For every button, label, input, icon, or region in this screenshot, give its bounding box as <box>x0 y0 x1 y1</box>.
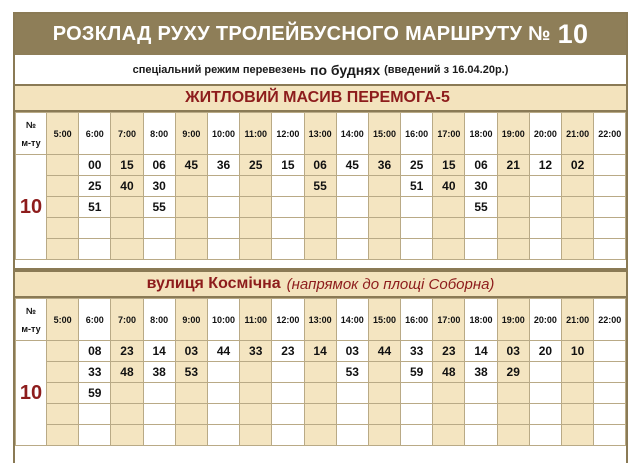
departure-minute: 02 <box>562 155 594 176</box>
departure-minute <box>594 362 626 383</box>
section-divider <box>15 260 626 270</box>
mode-emphasis: по буднях <box>310 61 381 78</box>
departure-minute <box>143 383 175 404</box>
route-number-cell: 10 <box>16 341 47 446</box>
departure-minute <box>240 218 272 239</box>
departure-minute <box>207 362 239 383</box>
departure-row <box>16 362 626 383</box>
departure-minute <box>368 197 400 218</box>
departure-minute <box>368 176 400 197</box>
departure-minute <box>562 239 594 260</box>
hour-header: 19:00 <box>497 113 529 155</box>
departure-minute <box>304 239 336 260</box>
hour-header: 18:00 <box>465 299 497 341</box>
hour-header: 20:00 <box>529 299 561 341</box>
departure-minute: 51 <box>79 197 111 218</box>
departure-minute: 33 <box>79 362 111 383</box>
departure-minute <box>272 197 304 218</box>
hour-header: 19:00 <box>497 299 529 341</box>
departure-minute <box>336 218 368 239</box>
departure-minute <box>175 176 207 197</box>
departure-minute: 06 <box>465 155 497 176</box>
departure-minute: 06 <box>143 155 175 176</box>
no-label: № <box>25 119 37 130</box>
departure-row <box>16 239 626 260</box>
hour-header: 20:00 <box>529 113 561 155</box>
departure-minute: 44 <box>368 341 400 362</box>
hour-header: 13:00 <box>304 299 336 341</box>
departure-minute <box>368 362 400 383</box>
hour-header: 9:00 <box>175 299 207 341</box>
departure-minute <box>47 383 79 404</box>
departure-minute: 51 <box>401 176 433 197</box>
departure-minute: 36 <box>207 155 239 176</box>
departure-row <box>16 176 626 197</box>
route-label: м-ту <box>21 323 41 334</box>
departure-minute <box>562 362 594 383</box>
departure-minute: 03 <box>175 341 207 362</box>
departure-minute <box>465 383 497 404</box>
departure-minute <box>47 239 79 260</box>
hour-header: 15:00 <box>368 299 400 341</box>
section-title-text: вулиця Космічна <box>146 275 281 292</box>
departure-minute <box>529 218 561 239</box>
departure-minute <box>47 155 79 176</box>
hour-header: 22:00 <box>594 113 626 155</box>
no-label: № <box>25 305 37 316</box>
departure-minute <box>465 218 497 239</box>
departure-minute <box>240 197 272 218</box>
hour-header: 17:00 <box>433 113 465 155</box>
departure-minute <box>336 425 368 446</box>
departure-minute: 21 <box>497 155 529 176</box>
departure-minute: 23 <box>111 341 143 362</box>
departure-row <box>16 425 626 446</box>
departure-minute <box>401 239 433 260</box>
departure-minute <box>272 218 304 239</box>
departure-minute <box>368 383 400 404</box>
departure-minute: 55 <box>304 176 336 197</box>
route-number-column-header <box>16 299 47 341</box>
departure-row <box>16 404 626 425</box>
departure-minute <box>336 239 368 260</box>
departure-minute: 44 <box>207 341 239 362</box>
departure-minute <box>562 197 594 218</box>
timetable-banner <box>15 14 626 55</box>
departure-minute: 14 <box>304 341 336 362</box>
departure-minute <box>594 425 626 446</box>
hour-header: 9:00 <box>175 113 207 155</box>
departure-minute <box>368 404 400 425</box>
departure-minute <box>529 176 561 197</box>
departure-minute <box>207 383 239 404</box>
departure-minute <box>175 218 207 239</box>
departure-minute <box>401 197 433 218</box>
timetable-title: РОЗКЛАД РУХУ ТРОЛЕЙБУСНОГО МАРШРУТУ № <box>52 23 551 45</box>
departure-minute <box>465 239 497 260</box>
departure-minute <box>594 404 626 425</box>
section-inbound <box>15 270 626 446</box>
departure-minute <box>594 155 626 176</box>
departure-minute <box>47 176 79 197</box>
header-row <box>16 299 626 341</box>
departure-minute: 29 <box>497 362 529 383</box>
departure-minute <box>47 425 79 446</box>
departure-minute: 59 <box>79 383 111 404</box>
departure-minute <box>304 383 336 404</box>
departure-minute <box>465 425 497 446</box>
departure-minute <box>401 383 433 404</box>
departure-minute <box>207 176 239 197</box>
departure-minute: 12 <box>529 155 561 176</box>
hour-header: 16:00 <box>401 113 433 155</box>
departure-minute <box>207 404 239 425</box>
departure-minute <box>562 404 594 425</box>
departure-minute <box>111 239 143 260</box>
section-title <box>15 84 626 112</box>
departure-minute <box>111 197 143 218</box>
hour-header: 14:00 <box>336 299 368 341</box>
header-row <box>16 113 626 155</box>
schedule-table <box>15 298 626 446</box>
hour-header: 11:00 <box>240 299 272 341</box>
departure-minute: 25 <box>401 155 433 176</box>
departure-minute <box>143 404 175 425</box>
departure-minute: 10 <box>562 341 594 362</box>
departure-minute: 59 <box>401 362 433 383</box>
section-title-text: ЖИТЛОВИЙ МАСИВ ПЕРЕМОГА-5 <box>185 89 450 106</box>
departure-minute <box>175 197 207 218</box>
hour-header: 22:00 <box>594 299 626 341</box>
hour-header: 7:00 <box>111 113 143 155</box>
departure-minute <box>240 362 272 383</box>
hour-header: 5:00 <box>47 113 79 155</box>
departure-minute <box>497 239 529 260</box>
departure-minute: 48 <box>111 362 143 383</box>
departure-minute <box>594 176 626 197</box>
departure-minute <box>433 218 465 239</box>
hour-header: 7:00 <box>111 299 143 341</box>
hour-header: 12:00 <box>272 299 304 341</box>
hour-header: 8:00 <box>143 299 175 341</box>
departure-minute <box>594 383 626 404</box>
departure-minute <box>240 176 272 197</box>
departure-minute <box>433 383 465 404</box>
hour-header: 11:00 <box>240 113 272 155</box>
departure-minute <box>304 197 336 218</box>
departure-minute <box>336 404 368 425</box>
departure-minute <box>336 197 368 218</box>
departure-minute: 25 <box>79 176 111 197</box>
departure-minute <box>143 425 175 446</box>
departure-minute: 03 <box>497 341 529 362</box>
departure-minute: 38 <box>465 362 497 383</box>
departure-minute <box>368 218 400 239</box>
departure-minute: 53 <box>336 362 368 383</box>
section-subtitle: (напрямок до площі Соборна) <box>286 275 495 293</box>
route-number-column-header <box>16 113 47 155</box>
departure-minute: 06 <box>304 155 336 176</box>
departure-minute <box>272 176 304 197</box>
departure-minute <box>175 383 207 404</box>
departure-minute <box>401 404 433 425</box>
departure-minute: 55 <box>465 197 497 218</box>
route-number-heading: 10 <box>557 19 589 49</box>
departure-minute <box>79 218 111 239</box>
departure-minute <box>111 404 143 425</box>
section-outbound <box>15 84 626 260</box>
departure-row <box>16 197 626 218</box>
departure-minute <box>47 197 79 218</box>
departure-minute: 14 <box>465 341 497 362</box>
hour-header: 8:00 <box>143 113 175 155</box>
departure-minute <box>272 425 304 446</box>
hour-header: 16:00 <box>401 299 433 341</box>
hour-header: 6:00 <box>79 113 111 155</box>
departure-minute <box>562 218 594 239</box>
departure-minute: 36 <box>368 155 400 176</box>
departure-minute <box>562 176 594 197</box>
timetable-sheet <box>13 12 628 463</box>
departure-minute <box>304 218 336 239</box>
schedule-table <box>15 112 626 260</box>
departure-minute: 08 <box>79 341 111 362</box>
departure-minute: 48 <box>433 362 465 383</box>
departure-minute <box>497 218 529 239</box>
departure-minute <box>401 425 433 446</box>
departure-minute: 15 <box>111 155 143 176</box>
departure-minute: 33 <box>240 341 272 362</box>
departure-minute <box>594 341 626 362</box>
departure-minute: 45 <box>175 155 207 176</box>
departure-minute <box>47 341 79 362</box>
departure-minute <box>207 197 239 218</box>
departure-minute: 30 <box>465 176 497 197</box>
departure-minute: 40 <box>433 176 465 197</box>
departure-minute <box>529 425 561 446</box>
departure-minute: 23 <box>272 341 304 362</box>
hour-header: 21:00 <box>562 113 594 155</box>
departure-minute <box>175 404 207 425</box>
departure-minute <box>497 176 529 197</box>
departure-minute <box>368 425 400 446</box>
departure-minute <box>79 404 111 425</box>
departure-minute <box>304 404 336 425</box>
departure-minute <box>529 383 561 404</box>
departure-minute: 45 <box>336 155 368 176</box>
departure-minute <box>433 404 465 425</box>
departure-minute: 14 <box>143 341 175 362</box>
departure-minute: 03 <box>336 341 368 362</box>
departure-minute <box>79 239 111 260</box>
section-title <box>15 270 626 298</box>
departure-minute <box>111 218 143 239</box>
service-mode-line <box>15 55 626 84</box>
departure-minute <box>433 239 465 260</box>
departure-minute <box>594 239 626 260</box>
hour-header: 15:00 <box>368 113 400 155</box>
departure-minute <box>497 425 529 446</box>
hour-header: 10:00 <box>207 299 239 341</box>
departure-row <box>16 383 626 404</box>
departure-minute <box>562 383 594 404</box>
departure-minute: 38 <box>143 362 175 383</box>
hour-header: 17:00 <box>433 299 465 341</box>
departure-minute <box>336 176 368 197</box>
departure-minute <box>143 218 175 239</box>
departure-minute <box>529 239 561 260</box>
departure-minute <box>368 239 400 260</box>
mode-suffix: (введений з 16.04.20р.) <box>384 63 509 76</box>
departure-minute <box>240 239 272 260</box>
departure-minute <box>272 383 304 404</box>
departure-minute <box>304 425 336 446</box>
departure-minute <box>433 425 465 446</box>
route-label: м-ту <box>21 137 41 148</box>
departure-minute <box>175 425 207 446</box>
departure-minute <box>433 197 465 218</box>
departure-minute <box>143 239 175 260</box>
hour-header: 21:00 <box>562 299 594 341</box>
departure-minute <box>562 425 594 446</box>
hour-header: 18:00 <box>465 113 497 155</box>
departure-minute <box>529 362 561 383</box>
departure-minute <box>272 239 304 260</box>
hour-header: 12:00 <box>272 113 304 155</box>
mode-prefix: спеціальний режим перевезень <box>132 63 307 76</box>
hour-header: 10:00 <box>207 113 239 155</box>
departure-minute: 30 <box>143 176 175 197</box>
departure-minute <box>207 239 239 260</box>
departure-minute: 23 <box>433 341 465 362</box>
hour-header: 5:00 <box>47 299 79 341</box>
departure-row <box>16 155 626 176</box>
departure-minute <box>336 383 368 404</box>
departure-minute: 15 <box>272 155 304 176</box>
departure-minute: 55 <box>143 197 175 218</box>
departure-minute <box>240 383 272 404</box>
departure-minute: 25 <box>240 155 272 176</box>
departure-minute: 53 <box>175 362 207 383</box>
hour-header: 14:00 <box>336 113 368 155</box>
hour-header: 6:00 <box>79 299 111 341</box>
departure-minute <box>111 425 143 446</box>
departure-minute <box>594 218 626 239</box>
departure-minute: 40 <box>111 176 143 197</box>
departure-minute <box>47 362 79 383</box>
departure-minute <box>497 383 529 404</box>
hour-header: 13:00 <box>304 113 336 155</box>
departure-minute <box>272 404 304 425</box>
departure-minute <box>272 362 304 383</box>
departure-minute <box>497 197 529 218</box>
departure-minute <box>529 404 561 425</box>
departure-minute <box>47 218 79 239</box>
departure-row <box>16 341 626 362</box>
departure-minute <box>401 218 433 239</box>
departure-minute <box>111 383 143 404</box>
route-number-cell: 10 <box>16 155 47 260</box>
departure-minute <box>207 218 239 239</box>
departure-minute <box>304 362 336 383</box>
departure-minute <box>594 197 626 218</box>
departure-minute: 20 <box>529 341 561 362</box>
departure-minute <box>240 404 272 425</box>
departure-minute: 33 <box>401 341 433 362</box>
departure-minute <box>240 425 272 446</box>
departure-minute <box>497 404 529 425</box>
departure-minute <box>47 404 79 425</box>
departure-minute <box>79 425 111 446</box>
departure-minute <box>529 197 561 218</box>
departure-minute: 00 <box>79 155 111 176</box>
departure-minute <box>465 404 497 425</box>
departure-minute <box>207 425 239 446</box>
departure-minute: 15 <box>433 155 465 176</box>
departure-minute <box>175 239 207 260</box>
departure-row <box>16 218 626 239</box>
